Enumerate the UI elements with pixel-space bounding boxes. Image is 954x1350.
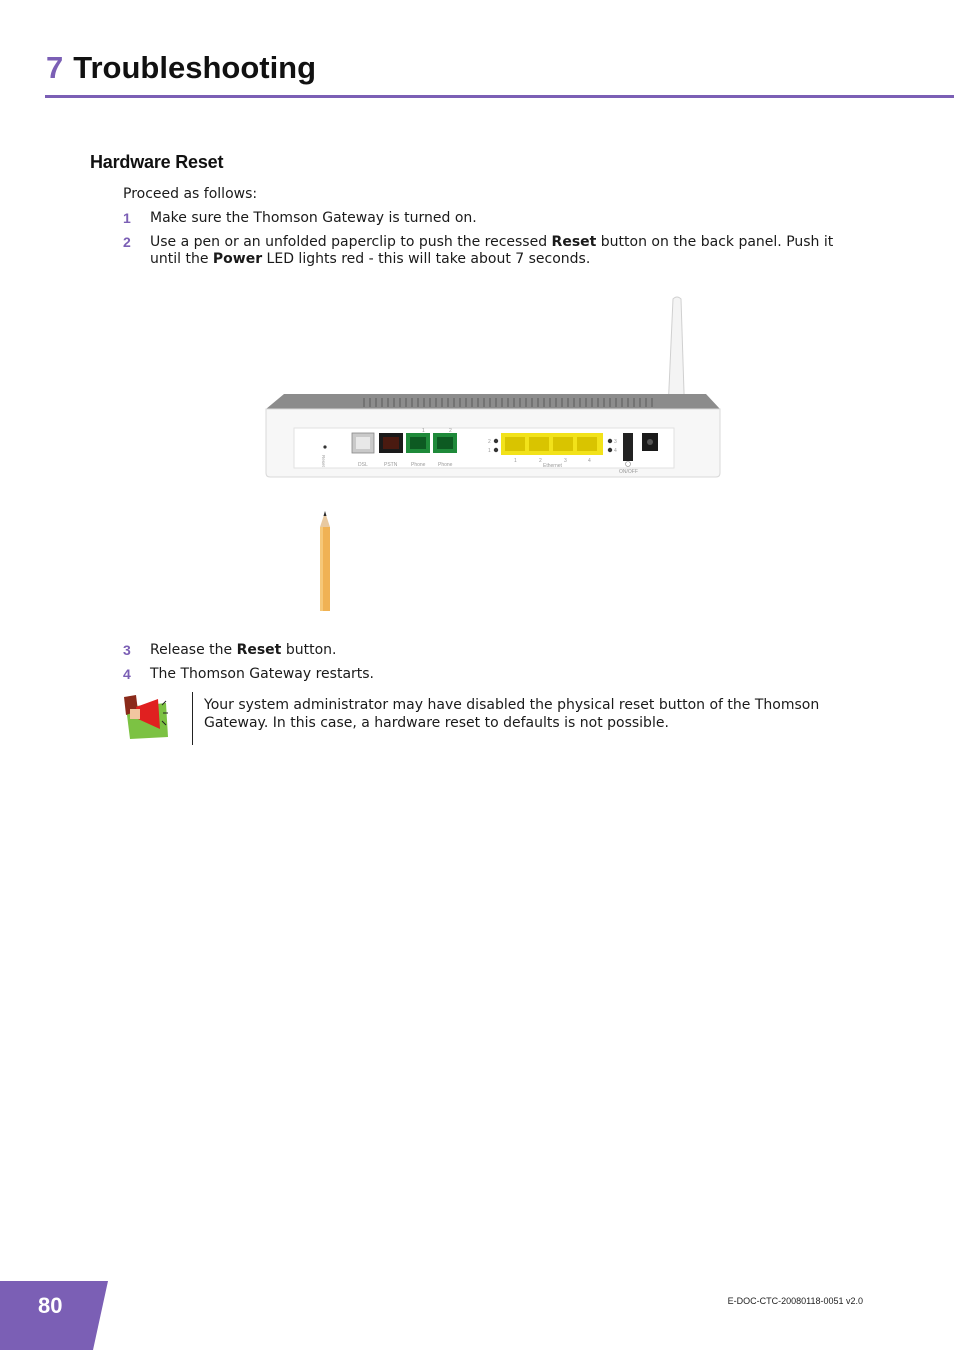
port-label-phone-1: Phone (411, 462, 426, 468)
chapter-title: Troubleshooting (73, 50, 317, 85)
intro-text: Proceed as follows: (123, 186, 258, 202)
phone-number-2: 2 (449, 428, 452, 434)
ethernet-number-1: 1 (514, 458, 517, 464)
step-text: Release the Reset button. (150, 642, 337, 658)
power-label: ON/OFF (619, 469, 638, 475)
ethernet-number-3: 3 (564, 458, 567, 464)
ethernet-label: Ethernet (543, 463, 562, 469)
step-number: 2 (123, 234, 131, 250)
led-number-4: 4 (614, 448, 617, 454)
ethernet-number-2: 2 (539, 458, 542, 464)
document-id: E-DOC-CTC-20080118-0051 v2.0 (727, 1296, 863, 1306)
note-text: Your system administrator may have disabled the physical reset button of the Thomson Gateway. In this case, a hardware reset to defaults is not possible. (204, 697, 820, 731)
step-text: Use a pen or an unfolded paperclip to push the recessed Reset button on the back panel. Push it until the Power LED lights red - this will take about 7 seconds. (150, 234, 834, 267)
ethernet-number-4: 4 (588, 458, 591, 464)
step-number: 4 (123, 666, 131, 682)
led-number-3: 3 (614, 439, 617, 445)
router-back-panel-illustration (262, 295, 724, 615)
step-text: The Thomson Gateway restarts. (150, 666, 375, 682)
port-label-dsl: DSL (358, 462, 368, 468)
step-2 (123, 234, 868, 268)
phone-number-1: 1 (422, 428, 425, 434)
led-number-2: 2 (488, 439, 491, 445)
warning-megaphone-icon (122, 693, 170, 741)
chapter-heading (46, 48, 316, 88)
pencil-icon (320, 511, 330, 611)
reset-label: Reset (321, 455, 326, 467)
port-label-pstn: PSTN (384, 462, 398, 468)
note-divider (192, 692, 193, 745)
step-number: 1 (123, 210, 131, 226)
chapter-number: 7 (46, 50, 64, 85)
step-number: 3 (123, 642, 131, 658)
port-label-phone-2: Phone (438, 462, 453, 468)
led-number-1: 1 (488, 448, 491, 454)
step-text: Make sure the Thomson Gateway is turned on. (150, 210, 477, 226)
section-title: Hardware Reset (90, 152, 224, 172)
chapter-divider (45, 95, 954, 98)
step-3 (123, 642, 868, 659)
page-number: 80 (38, 1293, 63, 1318)
step-1 (123, 210, 868, 227)
step-4 (123, 666, 868, 683)
